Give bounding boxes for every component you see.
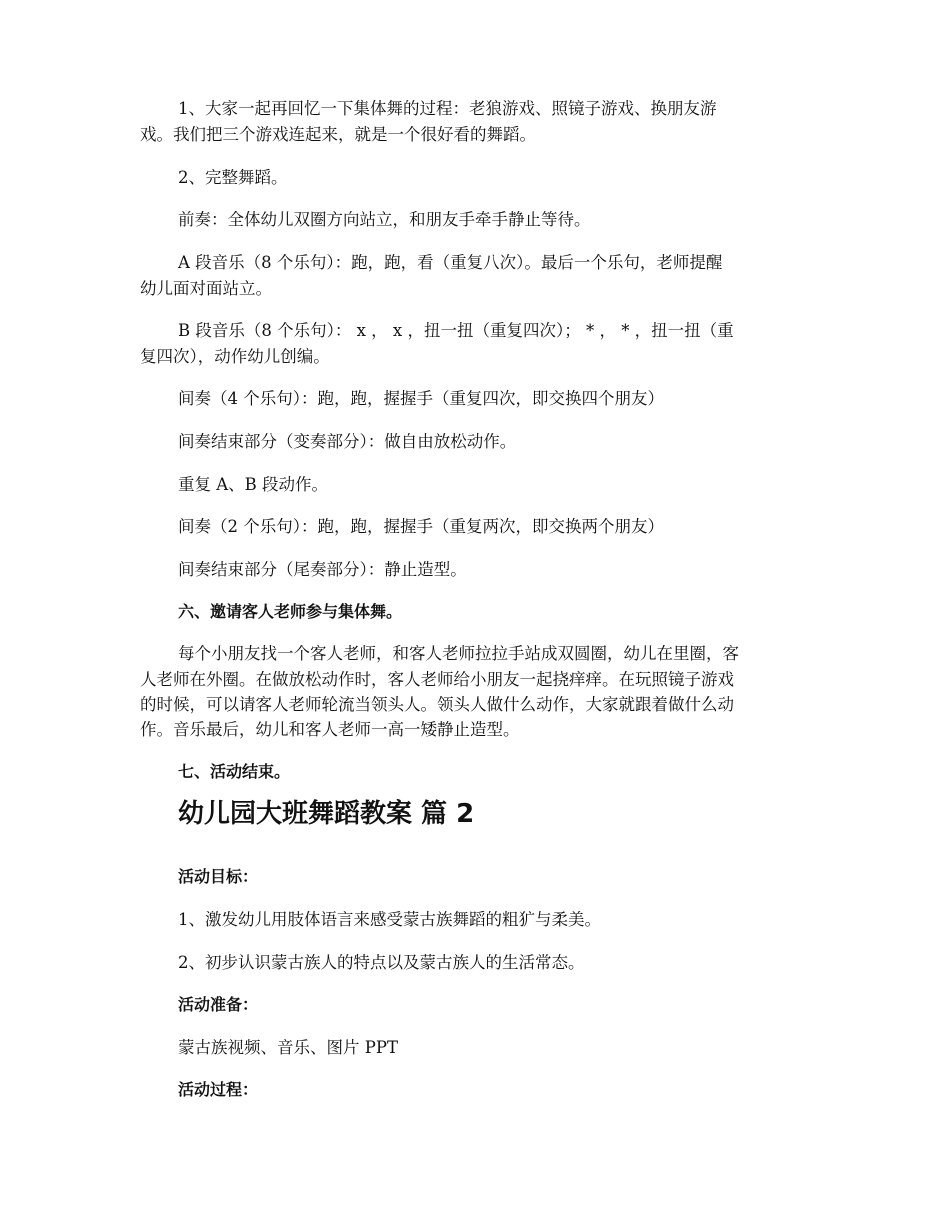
goal-item-1: 1、激发幼儿用肢体语言来感受蒙古族舞蹈的粗犷与柔美。 (178, 910, 601, 929)
heading-activity-preparation: 活动准备： (178, 995, 259, 1014)
section-heading-seven: 七、活动结束。 (178, 762, 291, 781)
paragraph-interlude-end-coda: 间奏结束部分（尾奏部分）：静止造型。 (178, 560, 467, 579)
paragraph-full-dance: 2、完整舞蹈。 (178, 168, 288, 187)
paragraph-interlude-2: 间奏（2 个乐句）：跑，跑，握握手（重复两次，即交换两个朋友） (178, 517, 664, 536)
paragraph-guests-line2: 人老师在外圈。在做放松动作时，客人老师给小朋友一起挠痒痒。在玩照镜子游戏 (140, 670, 734, 689)
section-heading-six: 六、邀请客人老师参与集体舞。 (178, 602, 403, 621)
paragraph-section-a-line2: 幼儿面对面站立。 (140, 279, 272, 298)
paragraph-section-b-line2: 复四次），动作幼儿创编。 (140, 347, 330, 366)
paragraph-prelude: 前奏：全体幼儿双圈方向站立，和朋友手牵手静止等待。 (178, 210, 591, 229)
heading-activity-goals: 活动目标： (178, 867, 259, 886)
paragraph-guests-line4: 作。音乐最后，幼儿和客人老师一高一矮静止造型。 (140, 720, 520, 739)
article-title-part2: 幼儿园大班舞蹈教案 篇 2 (178, 799, 475, 829)
paragraph-section-b-line1: B 段音乐（8 个乐句）： x ， x ，扭一扭（重复四次）； * ， * ，扭一扭（重 (178, 321, 734, 340)
paragraph-recall-line2: 戏。我们把三个游戏连起来，就是一个很好看的舞蹈。 (140, 125, 536, 144)
paragraph-interlude-4: 间奏（4 个乐句）：跑，跑，握握手（重复四次，即交换四个朋友） (178, 389, 664, 408)
paragraph-recall-line1: 1、大家一起再回忆一下集体舞的过程：老狼游戏、照镜子游戏、换朋友游 (178, 99, 717, 118)
paragraph-guests-line1: 每个小朋友找一个客人老师，和客人老师拉拉手站成双圆圈，幼儿在里圈，客 (178, 644, 739, 663)
heading-activity-process: 活动过程： (178, 1080, 259, 1099)
paragraph-section-a-line1: A 段音乐（8 个乐句）：跑，跑，看（重复八次）。最后一个乐句，老师提醒 (178, 253, 723, 272)
paragraph-guests-line3: 的时候，可以请客人老师轮流当领头人。领头人做什么动作，大家就跟着做什么动 (140, 695, 734, 714)
paragraph-repeat-ab: 重复 A、B 段动作。 (178, 475, 329, 494)
paragraph-interlude-end-variation: 间奏结束部分（变奏部分）：做自由放松动作。 (178, 432, 517, 451)
preparation-materials: 蒙古族视频、音乐、图片 PPT (178, 1038, 398, 1057)
goal-item-2: 2、初步认识蒙古族人的特点以及蒙古族人的生活常态。 (178, 953, 585, 972)
